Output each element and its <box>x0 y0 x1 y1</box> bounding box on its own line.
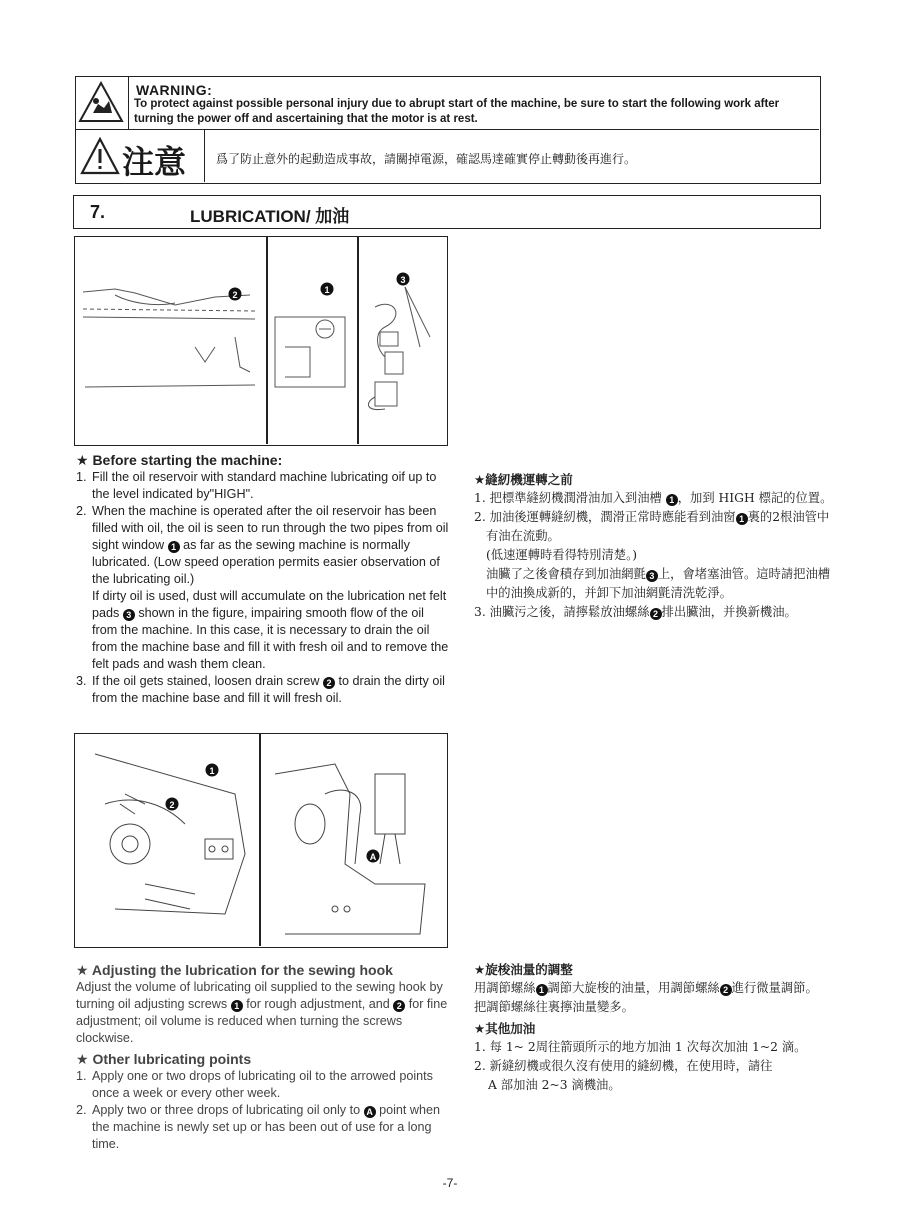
list-item: 2. 加油後運轉縫紉機，潤滑正常時應能看到油窗 1 裏的2根油管中有油在流動。 (低速運轉時看得特別清楚。) 油臟了之後會積存到加油網氈 3 上，會堵塞油管。這時請把油槽中的油換成新的，并卸下加油網氈清洗乾淨。 <box>474 510 831 600</box>
other-points-heading: ★ Other lubricating points <box>76 1051 252 1067</box>
machine-oil-reservoir-drawing <box>75 237 447 444</box>
callout-2: 2 <box>169 800 175 810</box>
list-item: A 部加油 2~3 滴機油。 <box>488 1078 621 1092</box>
adjusting-zh-section <box>474 960 834 1095</box>
list-item: 2. Apply two or three drops of lubricating oil only to A point when the machine is newly set up or has been out of use for a long time. <box>90 1102 452 1153</box>
callout-1: 1 <box>324 285 330 295</box>
list-item: 1. Fill the oil reservoir with standard machine lubricating oif up to the level indicated by"HIGH". <box>90 469 450 503</box>
warning-text: To protect against possible personal injury due to abrupt start of the machine, be sure to start the following work after turning the power off and ascertaining that the motor is at rest. <box>134 98 780 125</box>
sewing-hook-drawing <box>75 734 447 946</box>
list-item: 2. When the machine is operated after the oil reservoir has been filled with oil, the oil is seen to run through the two pipes from oil sight window 1 as far as the sewing machine is normally lubricated. (Low speed operation permits easier observation of the lubricating oil.) If dirty oil is used, dust will accumulate on the lubrication net felt pads 3 shown in the figure, impairing smooth flow of the oil from the machine. In this case, it is necessary to drain the oil from the machine base and fill it with fresh oil and to remove the felt pads and wash them clean. <box>90 503 450 673</box>
callout-3-icon: 3 <box>123 609 135 621</box>
section-title: LUBRICATION/ 加油 <box>190 207 350 226</box>
lubrication-figure-top <box>74 236 448 446</box>
page-number: -7- <box>442 1176 458 1190</box>
section-number: 7. <box>90 202 106 222</box>
lubrication-figure-bottom <box>74 733 448 948</box>
warning-icon <box>76 77 129 129</box>
warning-title: WARNING: <box>136 82 213 98</box>
caution-text: 爲了防止意外的起動造成事故，請關掉電源，確認馬達確實停止轉動後再進行。 <box>216 152 637 166</box>
before-starting-section <box>76 452 450 707</box>
callout-group <box>229 273 410 301</box>
adjusting-zh-heading: ★旋梭油量的調整 <box>474 962 573 977</box>
list-item: 2. 新縫紉機或很久沒有使用的縫紉機，在使用時，請往 <box>474 1059 773 1073</box>
before-starting-zh-heading: ★縫紉機運轉之前 <box>474 472 573 487</box>
section-header <box>73 195 821 229</box>
list-item: 3. 油臟污之後，請擰鬆放油螺絲 2 排出臟油，并換新機油。 <box>474 605 797 619</box>
warning-box <box>75 76 821 184</box>
before-starting-heading: ★ Before starting the machine: <box>76 452 283 468</box>
caution-label: 注意 <box>122 143 187 181</box>
callout-1-icon: 1 <box>168 541 180 553</box>
caution-triangle-icon <box>80 137 120 175</box>
callout-2: 2 <box>232 290 238 300</box>
adjusting-zh-text: 用調節螺絲 1 調節大旋梭的油量，用調節螺絲 2 進行微量調節。 <box>474 981 818 995</box>
adjusting-heading: ★ Adjusting the lubrication for the sewing hook <box>76 962 393 978</box>
adjusting-section <box>76 962 452 1153</box>
before-starting-zh-section <box>474 470 834 622</box>
callout-3: 3 <box>400 275 406 285</box>
list-item: 1. Apply one or two drops of lubricating oil to the arrowed points once a week or every other week. <box>90 1068 452 1102</box>
callout-1: 1 <box>209 766 215 776</box>
callout-A: A <box>369 852 377 862</box>
list-item: 1. 把標準縫紉機潤滑油加入到油槽 1 ，加到 HIGH 標記的位置。 <box>474 491 833 505</box>
callout-2-icon: 2 <box>323 677 335 689</box>
other-zh-heading: ★其他加油 <box>474 1021 536 1036</box>
adjusting-text: Adjust the volume of lubricating oil supplied to the sewing hook by turning oil adjusting screws 1 for rough adjustment, and 2 for fine adjustment; oil volume is reduced when turning the screws clockwise. <box>76 980 448 1045</box>
adjusting-zh-text-2: 把調節螺絲往裏擰油量變多。 <box>474 1000 634 1014</box>
list-item: 3. If the oil gets stained, loosen drain screw 2 to drain the dirty oil from the machine base and fill it will fresh oil. <box>90 673 450 707</box>
list-item: 1. 每 1~ 2周往箭頭所示的地方加油 1 次每次加油 1~2 滴。 <box>474 1040 807 1054</box>
